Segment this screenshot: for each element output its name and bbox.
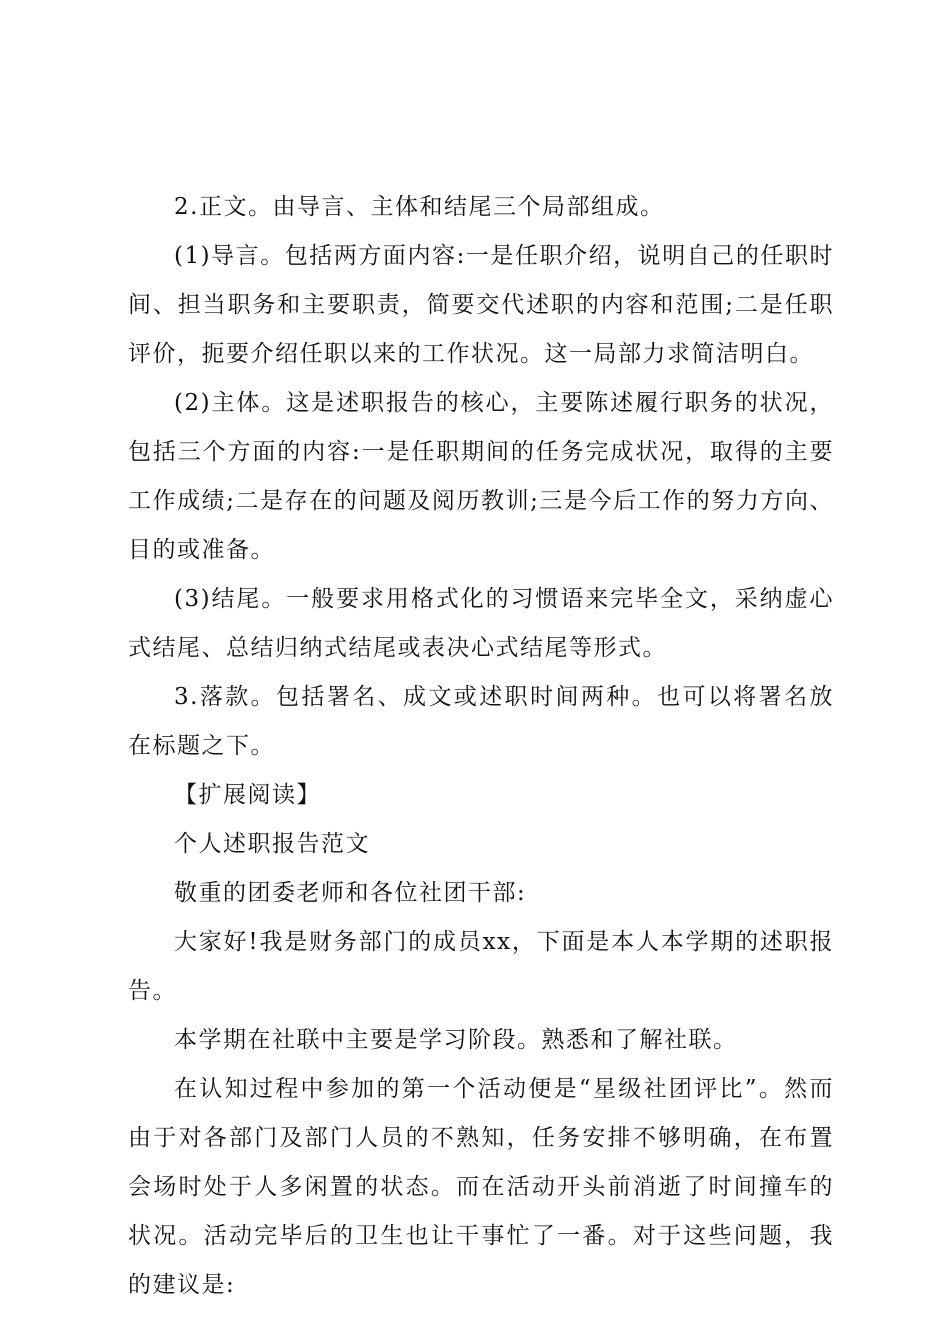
paragraph-semester-summary: 本学期在社联中主要是学习阶段。熟悉和了解社联。 [174,1027,738,1053]
paragraph-main-body: (2)主体。这是述职报告的核心，主要陈述履行职务的状况，包括三个方面的内容:一是任职期间的任务完成状况，取得的主要工作成绩;二是存在的问题及阅历教训;三是今后工作的努力方向、目的或准备。 [128,390,834,563]
paragraph-salutation: 敬重的团委老师和各位社团干部: [174,880,527,906]
paragraph-greeting: 大家好!我是财务部门的成员xx，下面是本人本学期的述职报告。 [128,929,834,1004]
section-heading-extended-reading: 【扩展阅读】 [174,782,321,808]
document-body [128,183,834,1310]
paragraph-signature: 3.落款。包括署名、成文或述职时间两种。也可以将署名放在标题之下。 [128,684,834,759]
paragraph-introduction: (1)导言。包括两方面内容:一是任职介绍，说明自己的任职时间、担当职务和主要职责，简要交代述职的内容和范围;二是任职评价，扼要介绍任职以来的工作状况。这一局部力求简洁明白。 [128,243,834,367]
paragraph-sample-title: 个人述职报告范文 [174,831,370,857]
paragraph-body-section: 2.正文。由导言、主体和结尾三个局部组成。 [174,194,665,220]
paragraph-ending: (3)结尾。一般要求用格式化的习惯语来完毕全文，采纳虚心式结尾、总结归纳式结尾或表决心式结尾等形式。 [128,586,834,661]
paragraph-first-activity: 在认知过程中参加的第一个活动便是“星级社团评比”。然而由于对各部门及部门人员的不熟知，任务安排不够明确，在布置会场时处于人多闲置的状态。而在活动开头前消逝了时间撞车的状况。活动完毕后的卫生也让干事忙了一番。对于这些问题，我的建议是: [128,1076,834,1298]
